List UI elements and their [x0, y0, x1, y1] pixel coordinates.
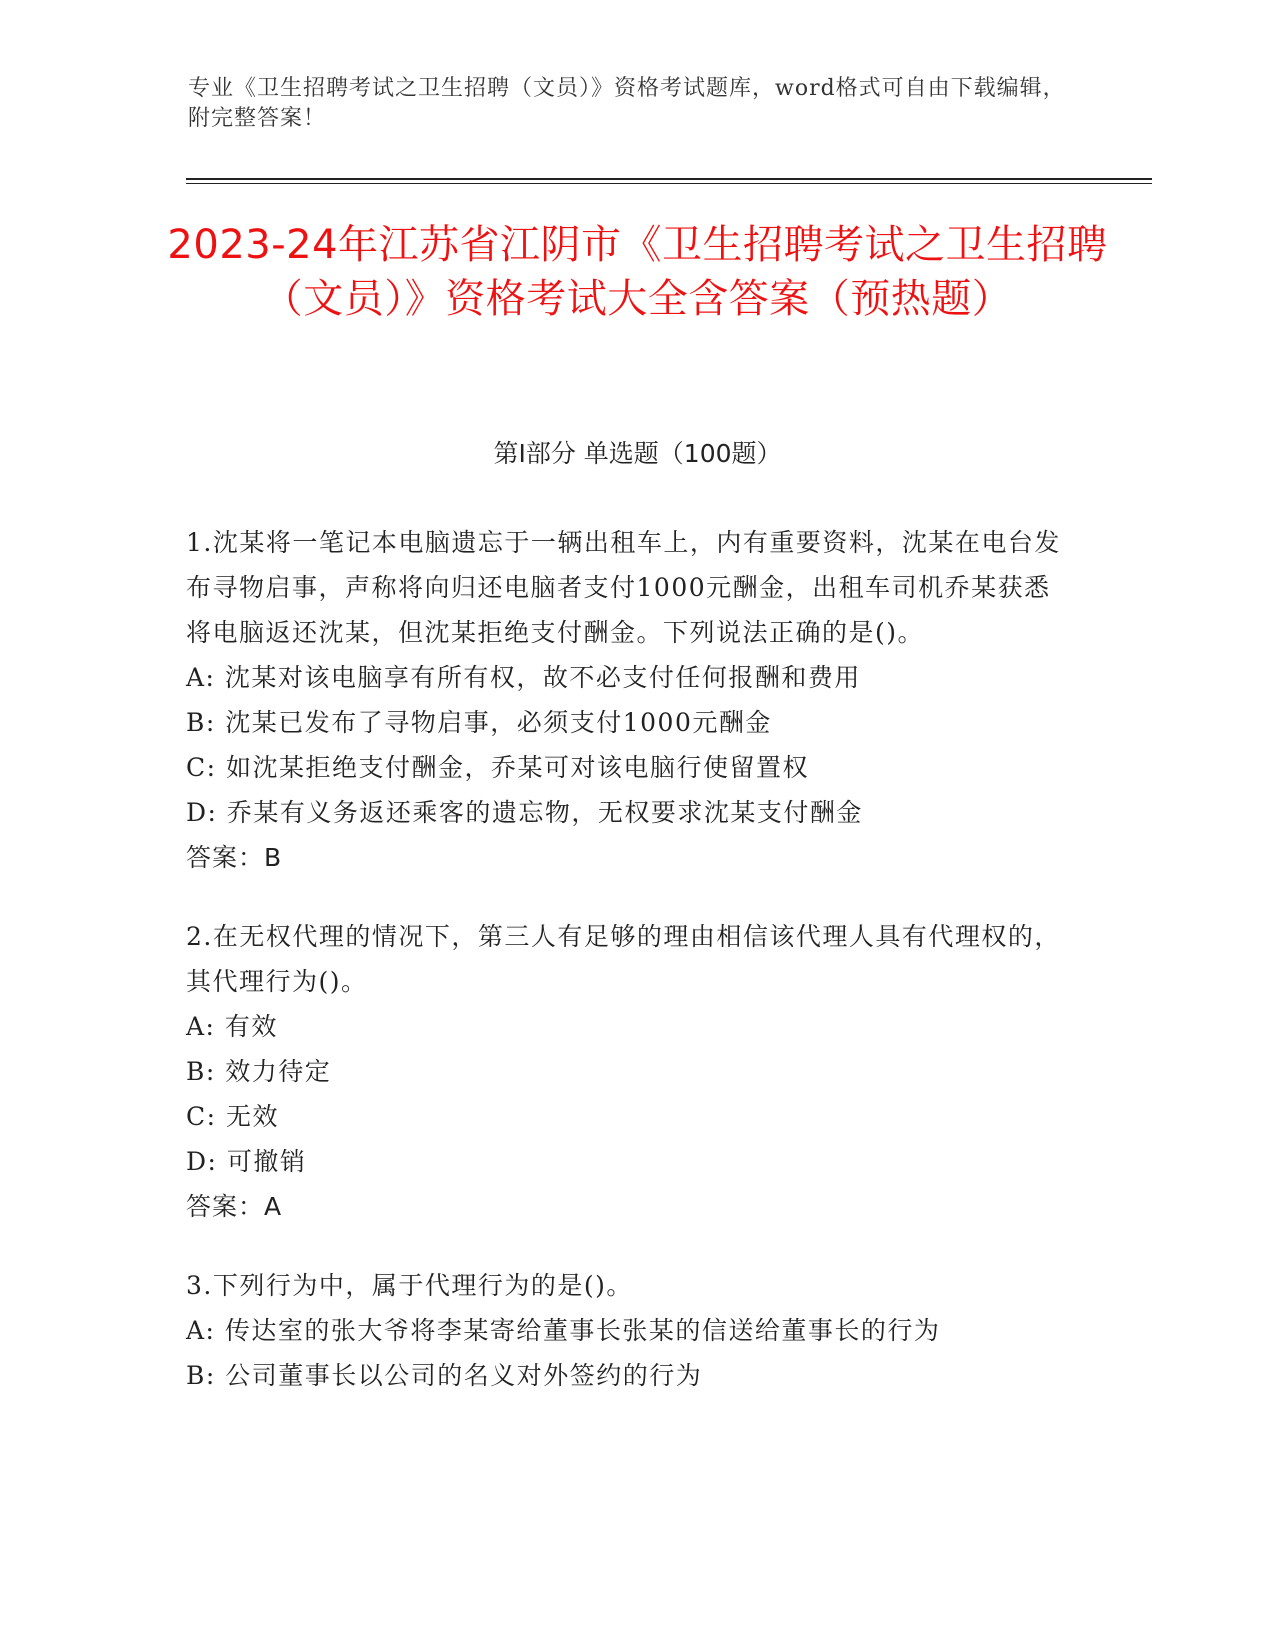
option-a: A: 传达室的张大爷将李某寄给董事长张某的信送给董事长的行为: [186, 1316, 941, 1345]
option-a: A: 有效: [186, 1012, 278, 1041]
question-stem: 2.在无权代理的情况下，第三人有足够的理由相信该代理人具有代理权的，其代理行为()。: [186, 922, 1061, 996]
option-d: D: 乔某有义务返还乘客的遗忘物，无权要求沈某支付酬金: [186, 798, 863, 827]
option-b: B: 效力待定: [186, 1057, 332, 1086]
question-stem: 1.沈某将一笔记本电脑遗忘于一辆出租车上，内有重要资料，沈某在电台发布寻物启事，声称将向归还电脑者支付1000元酬金，出租车司机乔某获悉将电脑返还沈某，但沈某拒绝支付酬金。下列说法正确的是()。: [186, 528, 1061, 647]
answer: 答案：B: [186, 843, 283, 872]
option-c: C: 如沈某拒绝支付酬金，乔某可对该电脑行使留置权: [186, 753, 810, 782]
section-title: 第Ⅰ部分 单选题（100题）: [493, 439, 782, 468]
answer: 答案：A: [186, 1192, 283, 1221]
document-title: 2023-24年江苏省江阴市《卫生招聘考试之卫生招聘（文员）》资格考试大全含答案（预热题）: [167, 222, 1108, 322]
question-list: [186, 520, 1066, 1432]
question-stem: 3.下列行为中，属于代理行为的是()。: [186, 1271, 633, 1300]
question-3: [186, 1263, 1066, 1398]
option-b: B: 公司董事长以公司的名义对外签约的行为: [186, 1361, 703, 1390]
header-divider-thick: [186, 178, 1152, 180]
header-divider-thin: [186, 183, 1152, 184]
question-2: [186, 914, 1066, 1229]
option-c: C: 无效: [186, 1102, 279, 1131]
option-d: D: 可撤销: [186, 1147, 307, 1176]
option-a: A: 沈某对该电脑享有所有权，故不必支付任何报酬和费用: [186, 663, 861, 692]
question-1: [186, 520, 1066, 880]
option-b: B: 沈某已发布了寻物启事，必须支付1000元酬金: [186, 708, 772, 737]
header-note: 专业《卫生招聘考试之卫生招聘（文员）》资格考试题库，word格式可自由下载编辑，附完整答案！: [188, 76, 1066, 131]
